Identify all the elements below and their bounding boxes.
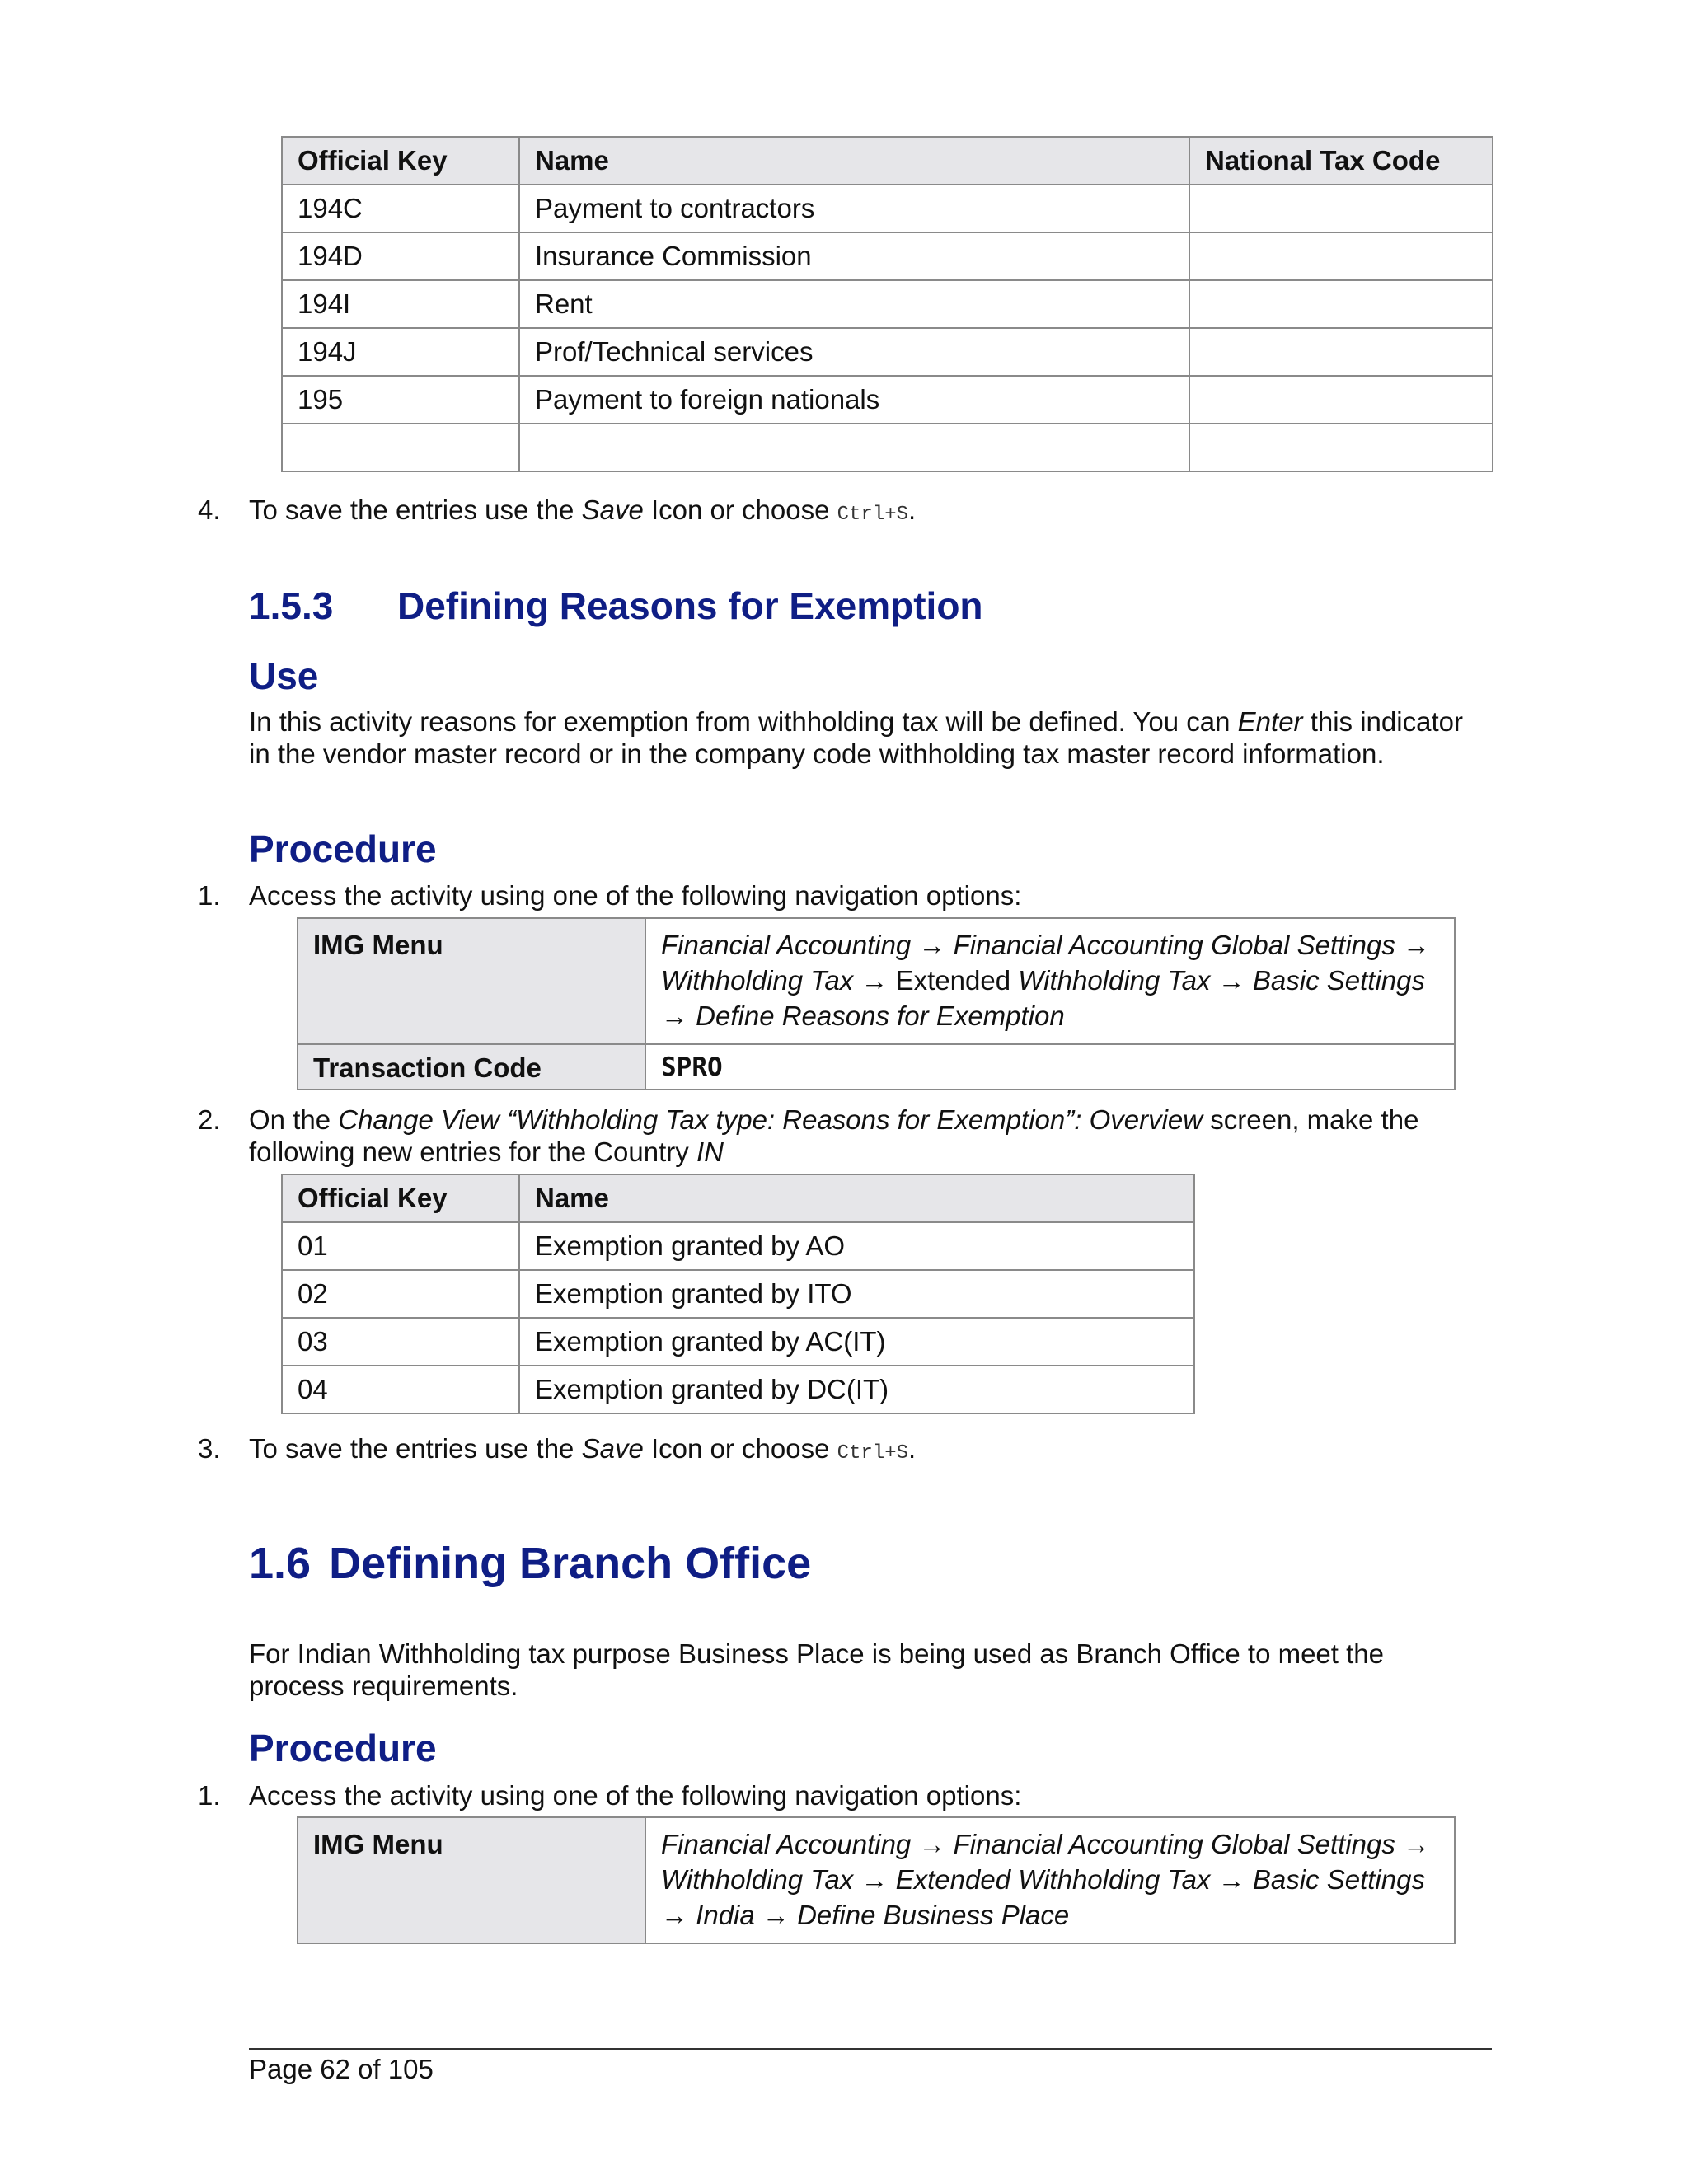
cell-name xyxy=(519,424,1189,471)
section-title: Defining Reasons for Exemption xyxy=(397,584,983,627)
cell-official-key: 01 xyxy=(282,1222,519,1270)
branch-office-paragraph: For Indian Withholding tax purpose Business Place is being used as Branch Office to meet the process requirements. xyxy=(249,1638,1384,1701)
save-instruction-step xyxy=(198,494,917,531)
col-name: Name xyxy=(519,1174,1194,1222)
menu-path-text: Financial Accounting → Financial Accounting Global Settings → Withholding Tax → xyxy=(661,930,1431,996)
transaction-code-value: SPRO xyxy=(645,1044,1455,1090)
section-number: 1.6 xyxy=(249,1539,312,1588)
cell-name: Insurance Commission xyxy=(519,232,1189,280)
transaction-code-row xyxy=(298,1044,1455,1090)
cell-official-key: 03 xyxy=(282,1318,519,1366)
step-text: Icon or choose xyxy=(643,1433,837,1464)
step-text: . xyxy=(908,494,917,525)
cell-name: Payment to contractors xyxy=(519,185,1189,232)
section-title: Defining Branch Office xyxy=(329,1539,812,1588)
step-number: 4. xyxy=(198,494,221,525)
step-number: 1. xyxy=(198,1780,221,1811)
cell-official-key: 195 xyxy=(282,376,519,424)
cell-official-key: 194C xyxy=(282,185,519,232)
cell-name: Exemption granted by AC(IT) xyxy=(519,1318,1194,1366)
save-term: Save xyxy=(581,1433,644,1464)
cell-official-key: 194D xyxy=(282,232,519,280)
navigation-options-table xyxy=(297,1816,1456,1944)
cell-name: Exemption granted by ITO xyxy=(519,1270,1194,1318)
page-number: Page 62 of 105 xyxy=(249,2054,434,2084)
country-code: IN xyxy=(696,1137,724,1167)
exemption-reasons-table xyxy=(281,1174,1195,1414)
keyboard-shortcut: Ctrl+S xyxy=(837,504,909,526)
cell-national-tax-code xyxy=(1189,185,1493,232)
cell-name: Exemption granted by DC(IT) xyxy=(519,1366,1194,1413)
transaction-code-label: Transaction Code xyxy=(298,1044,645,1090)
col-official-key: Official Key xyxy=(282,137,519,185)
img-menu-label: IMG Menu xyxy=(298,1817,645,1943)
menu-path-text: Extended xyxy=(888,965,1019,996)
step-text: Access the activity using one of the following navigation options: xyxy=(249,1780,1022,1811)
use-heading: Use xyxy=(249,654,319,697)
cell-official-key: 02 xyxy=(282,1270,519,1318)
section-number: 1.5.3 xyxy=(249,584,334,627)
step-text: On the xyxy=(249,1104,339,1135)
step-text: To save the entries use the xyxy=(249,494,582,525)
cell-name: Exemption granted by AO xyxy=(519,1222,1194,1270)
cell-name: Prof/Technical services xyxy=(519,328,1189,376)
paragraph-text: this indicator in the vendor master record or in the company code withholding tax master record information. xyxy=(249,706,1463,769)
keyboard-shortcut: Ctrl+S xyxy=(837,1442,909,1465)
table-row xyxy=(282,1222,1194,1270)
cell-name: Rent xyxy=(519,280,1189,328)
cell-national-tax-code xyxy=(1189,232,1493,280)
col-national-tax-code: National Tax Code xyxy=(1189,137,1493,185)
cell-official-key: 194J xyxy=(282,328,519,376)
step-text: . xyxy=(908,1433,917,1464)
screen-name: Change View “Withholding Tax type: Reasons for Exemption”: Overview xyxy=(338,1104,1203,1135)
procedure-heading: Procedure xyxy=(249,1727,437,1769)
step-text: Access the activity using one of the following navigation options: xyxy=(249,880,1022,911)
table-row xyxy=(282,1270,1194,1318)
table-row xyxy=(282,185,1493,232)
cell-official-key xyxy=(282,424,519,471)
col-official-key: Official Key xyxy=(282,1174,519,1222)
procedure-step-2 xyxy=(198,1104,1436,1168)
table-row xyxy=(282,1366,1194,1413)
step-number: 2. xyxy=(198,1104,221,1135)
emphasis-text: Enter xyxy=(1237,706,1303,737)
step-number: 3. xyxy=(198,1433,221,1464)
table-row xyxy=(282,280,1493,328)
paragraph-text: In this activity reasons for exemption from withholding tax will be defined. You can xyxy=(249,706,1238,737)
img-menu-path xyxy=(645,918,1455,1044)
table-row xyxy=(282,328,1493,376)
img-menu-row xyxy=(298,918,1455,1044)
cell-name: Payment to foreign nationals xyxy=(519,376,1189,424)
use-paragraph xyxy=(249,705,1485,770)
procedure-heading: Procedure xyxy=(249,827,437,870)
cell-official-key: 04 xyxy=(282,1366,519,1413)
step-text: Icon or choose xyxy=(643,494,837,525)
cell-national-tax-code xyxy=(1189,328,1493,376)
cell-national-tax-code xyxy=(1189,424,1493,471)
table-row xyxy=(282,376,1493,424)
cell-national-tax-code xyxy=(1189,280,1493,328)
procedure-step-1 xyxy=(198,1779,1022,1811)
step-text: To save the entries use the xyxy=(249,1433,582,1464)
col-name: Name xyxy=(519,137,1189,185)
img-menu-label: IMG Menu xyxy=(298,918,645,1044)
table-row xyxy=(282,232,1493,280)
menu-path-text: Withholding Tax → Basic Settings → Define Reasons for Exemption xyxy=(661,965,1425,1031)
cell-national-tax-code xyxy=(1189,376,1493,424)
table-row xyxy=(282,1318,1194,1366)
table-row xyxy=(282,424,1493,471)
section-heading-1-6 xyxy=(249,1538,811,1589)
table-header-row xyxy=(282,1174,1194,1222)
procedure-step-1 xyxy=(198,879,1022,912)
img-menu-path: Financial Accounting → Financial Accounting Global Settings → Withholding Tax → Extended Withholding Tax → Basic Settings → India → Define Business Place xyxy=(645,1817,1455,1943)
step-text: screen, make the following new entries for the Country xyxy=(249,1104,1419,1167)
table-header-row xyxy=(282,137,1493,185)
footer-divider xyxy=(249,2048,1492,2050)
img-menu-row xyxy=(298,1817,1455,1943)
withholding-tax-keys-table xyxy=(281,136,1493,472)
section-heading-1-5-3 xyxy=(249,583,983,628)
navigation-options-table xyxy=(297,917,1456,1090)
save-instruction-step xyxy=(198,1432,917,1469)
step-number: 1. xyxy=(198,880,221,911)
save-term: Save xyxy=(581,494,644,525)
cell-official-key: 194I xyxy=(282,280,519,328)
